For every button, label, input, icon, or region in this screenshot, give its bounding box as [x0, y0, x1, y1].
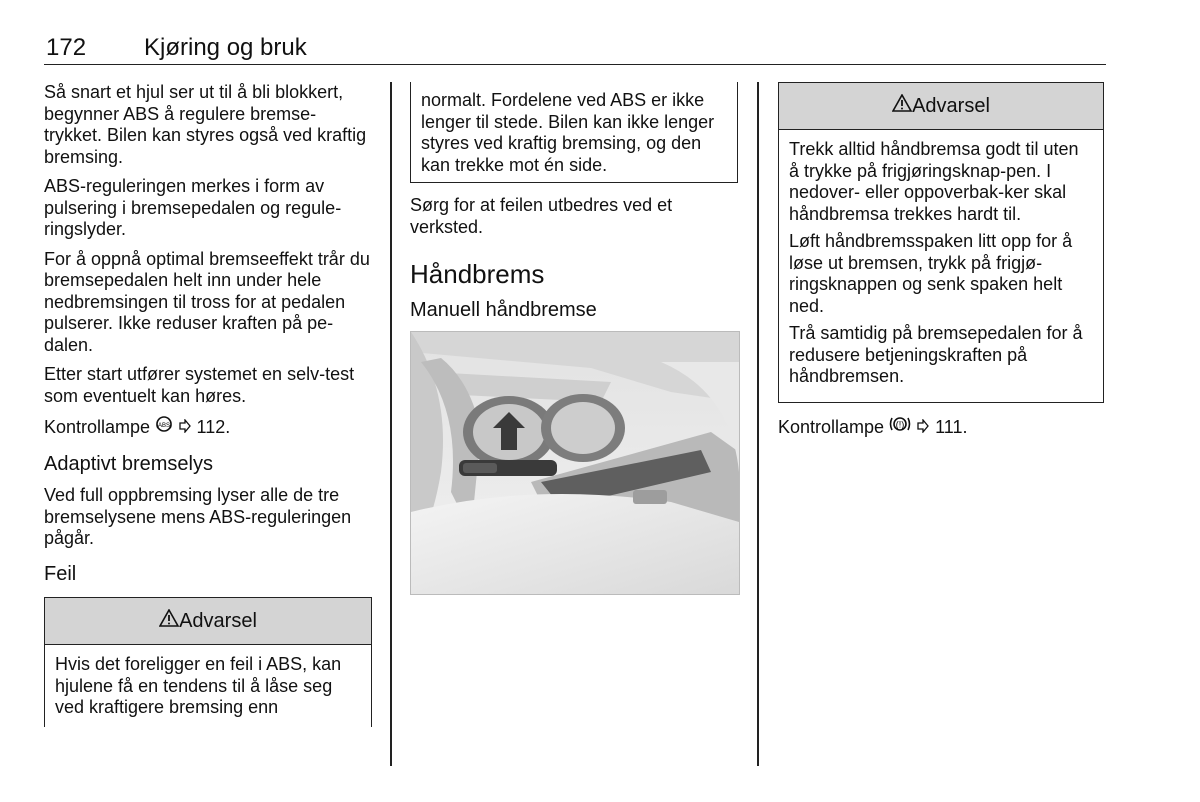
warning-title: Advarsel — [179, 610, 257, 632]
warning-box-handbrake — [778, 82, 1104, 403]
abs-lamp-icon — [155, 420, 177, 437]
warning-body — [779, 130, 1103, 402]
column-2 — [410, 82, 740, 595]
brake-lamp-icon — [889, 417, 916, 437]
column-divider — [757, 82, 759, 766]
warning-text-pedal: Trå samtidig på bremsepedalen for å redusere betjeningskraften på håndbremsen. — [789, 323, 1083, 386]
paragraph-repair: Sørg for at feilen utbedres ved et verksted. — [410, 195, 673, 237]
warning-text-release: Løft håndbremsspaken litt opp for å løse ut bremsen, trykk på frigjø-ringsknappen og senk spaken helt ned. — [789, 231, 1073, 316]
reference-label: Kontrollampe — [778, 416, 885, 437]
abs-lamp-icon-text: (ABS) — [156, 423, 173, 429]
paragraph-abs-intro: Så snart et hjul ser ut til å bli blokkert, begynner ABS å regulere bremse-trykket. Bilen kan styres også ved kraftig bremsing. — [44, 82, 367, 167]
warning-triangle-icon — [159, 610, 179, 632]
warning-header — [779, 83, 1103, 130]
warning-body: Hvis det foreligger en feil i ABS, kan hjulene få en tendens til å låse seg ved kraftigere bremsing enn — [55, 654, 342, 717]
paragraph-self-test: Etter start utfører systemet en selv-test som eventuelt kan høres. — [44, 364, 355, 406]
paragraph-optimal-braking: For å oppnå optimal bremseeffekt trår du bremsepedalen helt inn under hele nedbremsingen til tross for at pedalen pulserer. Ikke reduser kraften på pe-dalen. — [44, 248, 370, 355]
heading-fault: Feil — [44, 562, 77, 585]
reference-label: Kontrollampe — [44, 417, 151, 437]
column-divider — [390, 82, 392, 766]
reference-page[interactable]: 112. — [196, 417, 231, 437]
brake-lamp-icon-text: (!) — [895, 419, 905, 429]
page-reference-arrow-icon — [178, 417, 197, 437]
control-lamp-reference — [44, 415, 374, 440]
warning-box — [44, 597, 372, 727]
column-3 — [778, 82, 1108, 446]
reference-page[interactable]: 111. — [935, 416, 968, 437]
page-reference-arrow-icon — [916, 417, 935, 437]
warning-text-pull: Trekk alltid håndbremsa godt til uten å trykke på frigjøringsknap-pen. I nedover- eller oppoverbak-ker skal håndbremsa trekkes hardt til. — [789, 139, 1079, 224]
warning-header — [45, 598, 371, 645]
warning-title: Advarsel — [912, 95, 990, 117]
handbrake-photo — [410, 331, 740, 595]
page-number: 172 — [46, 34, 87, 61]
heading-handbrake: Håndbrems — [410, 259, 545, 289]
column-1 — [44, 82, 374, 727]
section-title: Kjøring og bruk — [144, 34, 307, 61]
warning-box-continued: normalt. Fordelene ved ABS er ikke lenger til stede. Bilen kan ikke lenger styres ved kraftig bremsing, og den kan trekke mot én side. — [410, 82, 738, 183]
heading-manual-handbrake: Manuell håndbremse — [410, 298, 597, 321]
heading-adaptive-brake-lights: Adaptivt bremselys — [44, 452, 213, 475]
page-header — [44, 34, 1106, 65]
warning-triangle-icon — [892, 95, 912, 117]
control-lamp-reference — [778, 415, 1108, 439]
paragraph-adaptive: Ved full oppbremsing lyser alle de tre bremselysene mens ABS-reguleringen pågår. — [44, 485, 352, 548]
paragraph-abs-pulsing: ABS-reguleringen merkes i form av pulsering i bremsepedalen og regule-ringslyder. — [44, 176, 342, 239]
